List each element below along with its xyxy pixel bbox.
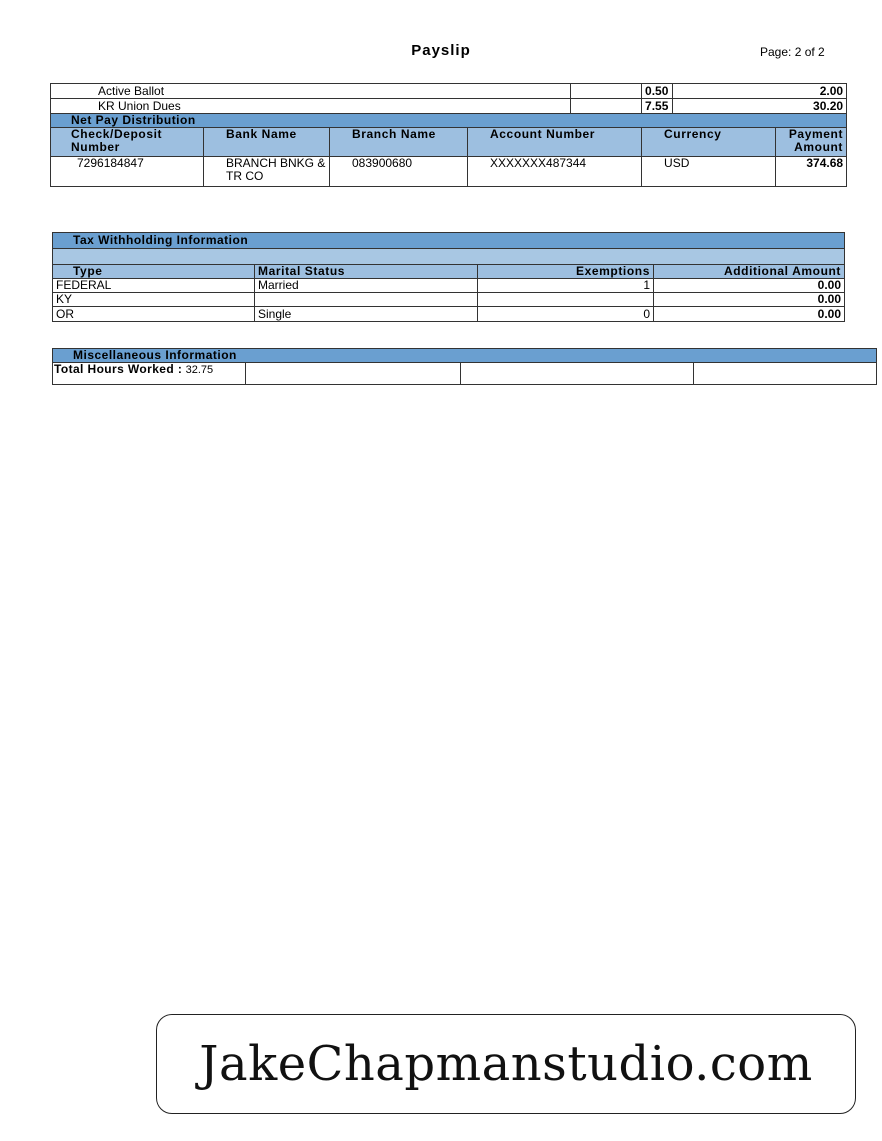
total-hours-cell <box>53 363 246 385</box>
col-payment-amount: Payment Amount <box>776 128 847 157</box>
net-pay-section-title: Net Pay Distribution <box>51 114 847 128</box>
deduction-current: 7.55 <box>642 99 673 114</box>
currency: USD <box>642 157 776 187</box>
col-type: Type <box>53 265 255 279</box>
blank-band <box>53 249 845 265</box>
total-hours-label: Total Hours Worked : <box>54 362 183 376</box>
misc-section-title: Miscellaneous Information <box>53 349 877 363</box>
branch-name: 083900680 <box>330 157 468 187</box>
tax-exemptions: 1 <box>478 279 654 293</box>
tax-additional: 0.00 <box>654 279 845 293</box>
tax-exemptions: 0 <box>478 307 654 322</box>
col-account-number: Account Number <box>468 128 642 157</box>
watermark-logo <box>156 1014 856 1114</box>
section-title-row <box>53 349 877 363</box>
net-pay-header-row <box>51 128 847 157</box>
check-number: 7296184847 <box>51 157 204 187</box>
misc-info-table <box>52 348 877 385</box>
bank-name: BRANCH BNKG & TR CO <box>204 157 330 187</box>
misc-empty-cell <box>694 363 877 385</box>
page-number: Page: 2 of 2 <box>760 45 825 59</box>
tax-marital <box>255 293 478 307</box>
tax-header-row <box>53 265 845 279</box>
tax-additional: 0.00 <box>654 293 845 307</box>
tax-marital: Single <box>255 307 478 322</box>
deduction-name: KR Union Dues <box>51 99 571 114</box>
tax-row <box>53 293 845 307</box>
tax-type: FEDERAL <box>53 279 255 293</box>
watermark-text: JakeChapmanstudio.com <box>199 1036 813 1092</box>
tax-withholding-table <box>52 232 845 322</box>
tax-row <box>53 279 845 293</box>
tax-exemptions <box>478 293 654 307</box>
col-marital-status: Marital Status <box>255 265 478 279</box>
spacer-cell <box>571 84 642 99</box>
blank-band-row <box>53 249 845 265</box>
page-title: Payslip <box>411 42 471 59</box>
deduction-ytd: 30.20 <box>673 99 847 114</box>
section-title-row <box>53 233 845 249</box>
misc-empty-cell <box>461 363 694 385</box>
payment-amount: 374.68 <box>776 157 847 187</box>
deduction-row <box>51 84 847 99</box>
deductions-netpay-table <box>50 83 847 187</box>
col-branch-name: Branch Name <box>330 128 468 157</box>
tax-row <box>53 307 845 322</box>
col-check-number: Check/Deposit Number <box>51 128 204 157</box>
total-hours-value: 32.75 <box>185 364 214 376</box>
deduction-ytd: 2.00 <box>673 84 847 99</box>
misc-row <box>53 363 877 385</box>
net-pay-row <box>51 157 847 187</box>
tax-type: KY <box>53 293 255 307</box>
spacer-cell <box>571 99 642 114</box>
col-bank-name: Bank Name <box>204 128 330 157</box>
misc-empty-cell <box>246 363 461 385</box>
col-exemptions: Exemptions <box>478 265 654 279</box>
deduction-current: 0.50 <box>642 84 673 99</box>
tax-marital: Married <box>255 279 478 293</box>
col-additional-amount: Additional Amount <box>654 265 845 279</box>
account-number: XXXXXXX487344 <box>468 157 642 187</box>
tax-section-title: Tax Withholding Information <box>53 233 845 249</box>
col-currency: Currency <box>642 128 776 157</box>
deduction-row <box>51 99 847 114</box>
deduction-name: Active Ballot <box>51 84 571 99</box>
tax-type: OR <box>53 307 255 322</box>
tax-additional: 0.00 <box>654 307 845 322</box>
section-title-row <box>51 114 847 128</box>
